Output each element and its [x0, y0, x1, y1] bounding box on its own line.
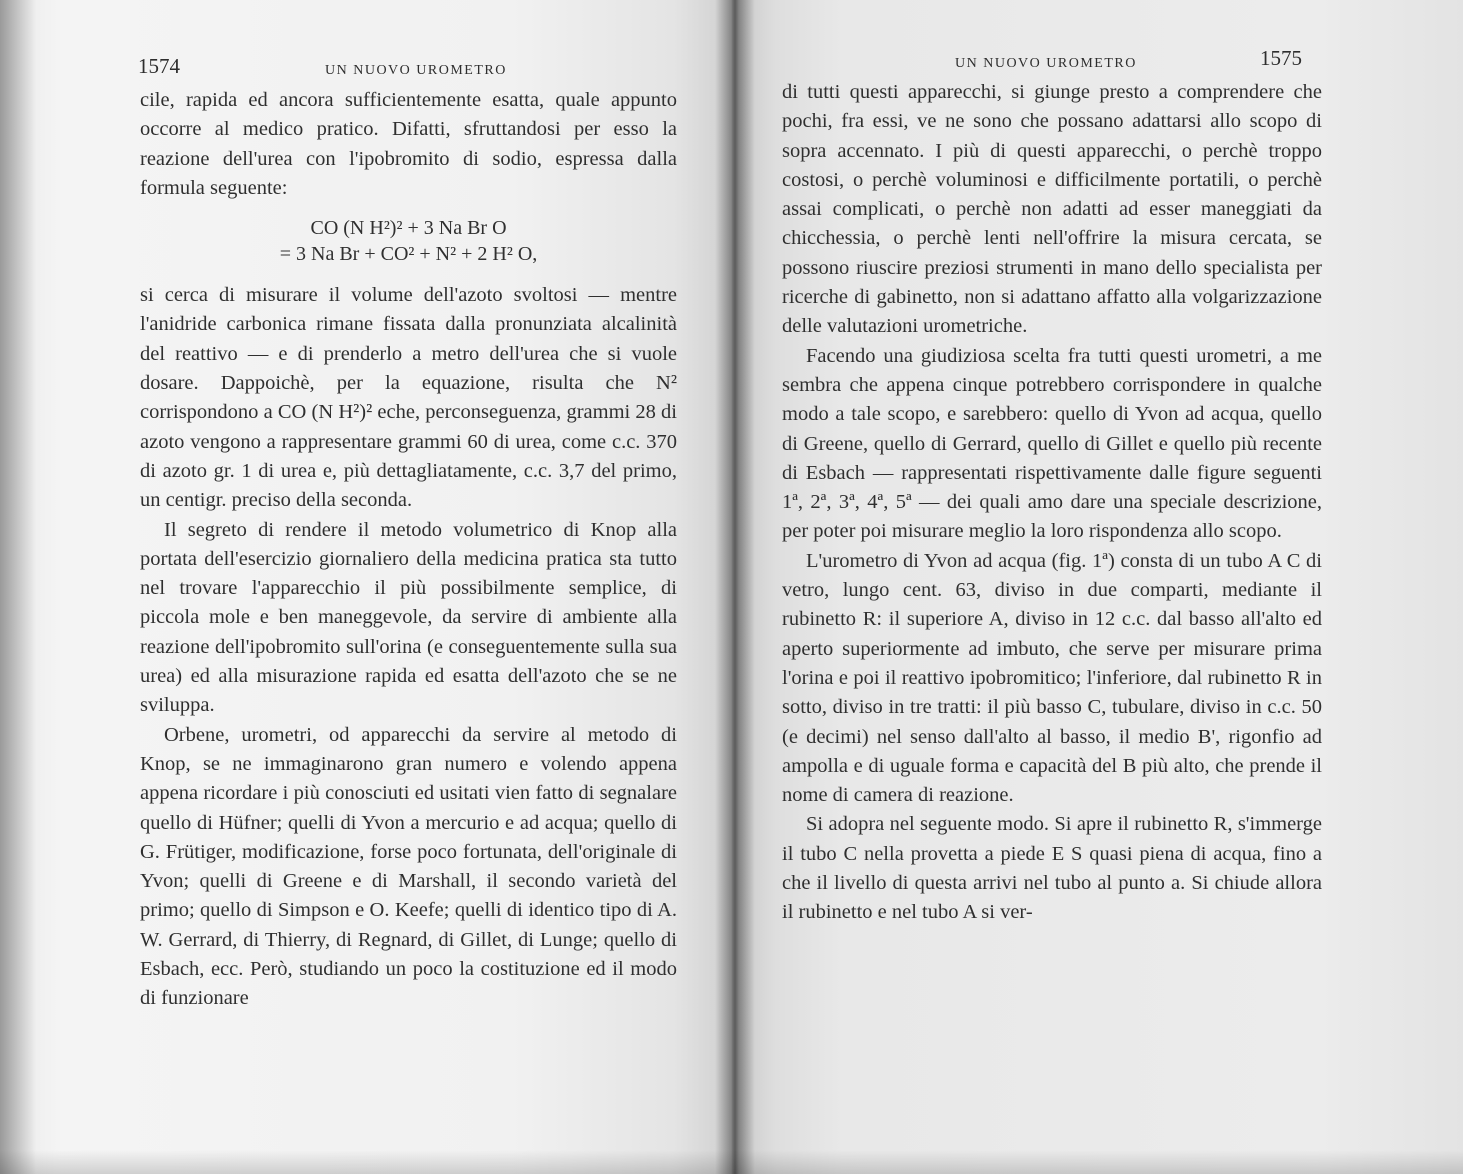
running-head-left: UN NUOVO UROMETRO [325, 63, 507, 78]
paragraph: Il segreto di rendere il metodo volumetrico di Knop alla portata dell'esercizio giornaliero della medicina pratica sta tutto nel trovare l'apparecchio il più possibilmente semplice, di piccola mole e ben maneggevole, da servire di ambiente alla reazione dell'ipobromito sull'orina (e conseguentemente sulla sua urea) ed alla misurazione rapida ed esatta dell'azoto che se ne sviluppa. [140, 518, 677, 717]
paragraph: Facendo una giudiziosa scelta fra tutti questi urometri, a me sembra che appena cinque potrebbero corrispondere in qualche modo a tale scopo, e sarebbero: quello di Yvon ad acqua, quello di Greene, quello di Gerrard, quello di Gillet e quello più recente di Esbach — rappresentati rispettivamente dalle figure seguenti 1ª, 2ª, 3ª, 4ª, 5ª — dei quali amo dare una speciale descrizione, per poter poi misurare meglio la loro rispondenza allo scopo. [782, 344, 1322, 543]
paragraph: L'urometro di Yvon ad acqua (fig. 1ª) consta di un tubo A C di vetro, lungo cent. 63, diviso in due comparti, mediante il rubinetto R: il superiore A, diviso in 12 c.c. dal basso all'alto ed aperto superiormente ad imbuto, che serve per misurare prima l'orina e poi il reattivo ipobromitico; l'inferiore, dal rubinetto R in sotto, diviso in tre tratti: il più basso C, tubulare, diviso in c.c. 50 (e decimi) nel senso dall'alto al basso, il medio B', rigonfio ad ampolla e di uguale forma e capacità del B più alto, che prende il nome di camera di reazione. [782, 549, 1322, 807]
right-page [732, 0, 1463, 1174]
running-head-right: UN NUOVO UROMETRO [955, 56, 1137, 71]
right-text-column [782, 78, 1322, 928]
paragraph: Orbene, urometri, od apparecchi da servire al metodo di Knop, se ne immaginarono gran numero e volendo appena appena ricordare i più conosciuti ed usitati vien fatto di segnalare quello di Hüfner; quelli di Yvon a mercurio e ad acqua; quello di G. Frütiger, modificazione, forse poco fortunata, dell'originale di Yvon; quelli di Greene e di Marshall, il secondo varietà del primo; quello di Simpson e O. Keefe; quelli di identico tipo di A. W. Gerrard, di Thierry, di Regnard, di Gillet, di Lunge; quello di Esbach, ecc. Però, studiando un poco la costituzione ed il modo di funzionare [140, 723, 677, 1010]
page-number-left: 1574 [138, 54, 180, 78]
paragraph: Si adopra nel seguente modo. Si apre il rubinetto R, s'immerge il tubo C nella provetta a piede E S quasi piena di acqua, fino a che il livello di questa arrivi nel tubo al punto a. Si chiude allora il rubinetto e nel tubo A si ver- [782, 813, 1322, 924]
formula-line-1: CO (N H²)² + 3 Na Br O [310, 217, 507, 240]
formula-line-2: = 3 Na Br + CO² + N² + 2 H² O, [279, 243, 538, 266]
page-edge-shadow [0, 0, 36, 1174]
paragraph: di tutti questi apparecchi, si giunge presto a comprendere che pochi, fra essi, ve ne sono che possano adattarsi allo scopo di sopra accennato. I più di questi apparecchi, o perchè troppo costosi, o perchè voluminosi e difficilmente portatili, o perchè assai complicati, o perchè non adatti ad esser maneggiati da chicchessia, o perchè lenti nell'offrire la misura cercata, se possono riuscire preziosi strumenti in mano dello specialista per ricerche di gabinetto, non si adattano affatto alla volgarizzazione delle valutazioni urometriche. [782, 81, 1322, 338]
chemical-formula [140, 215, 677, 267]
page-bottom-shadow [0, 1150, 1463, 1174]
page-number-right: 1575 [1260, 46, 1302, 70]
paragraph: si cerca di misurare il volume dell'azoto svoltosi — mentre l'anidride carbonica rimane fissata dalla pronunziata alcalinità del reattivo — e di prenderlo a metro dell'urea che si vuole dosare. Dappoichè, per la equazione, risulta che N² corrispondono a CO (N H²)² eche, perconseguenza, grammi 28 di azoto vengono a rappresentare grammi 60 di urea, come c.c. 370 di azoto gr. 1 di urea e, più dettagliatamente, c.c. 3,7 del primo, un centigr. preciso della seconda. [140, 284, 677, 512]
left-text-column [140, 86, 677, 1014]
paragraph: cile, rapida ed ancora sufficientemente esatta, quale appunto occorre al medico pratico. Difatti, sfruttandosi per esso la reazione dell'urea con l'ipobromito di sodio, espressa dalla formula seguente: [140, 89, 677, 199]
